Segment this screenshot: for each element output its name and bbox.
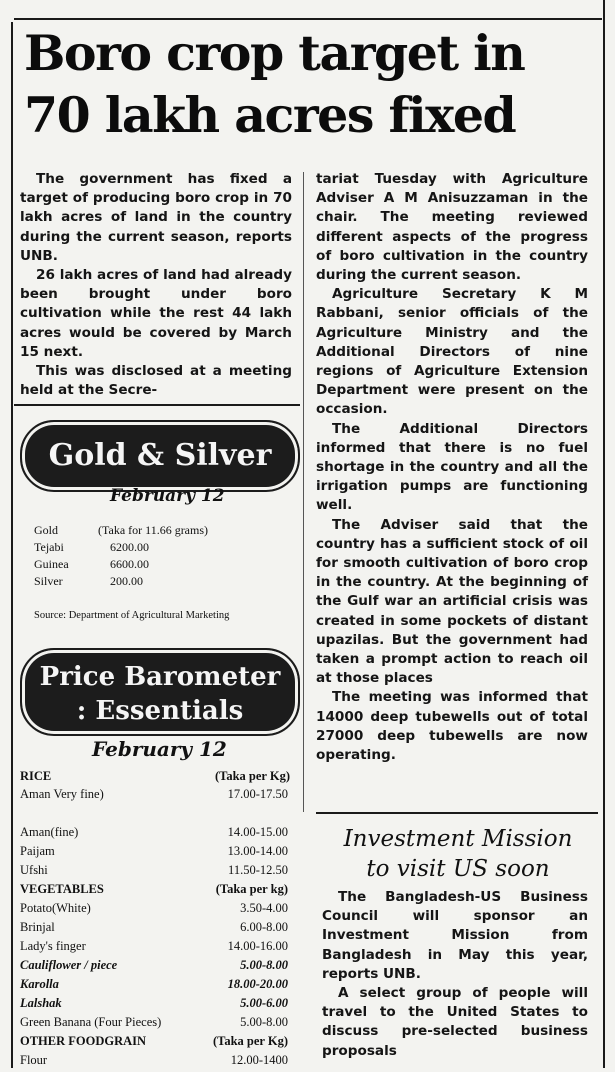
right-border — [603, 0, 605, 1068]
price-item: Paijam — [20, 844, 55, 858]
vegetables-header-unit: (Taka per kg) — [215, 882, 288, 896]
gold-row-label: Gold — [34, 523, 58, 537]
price-row — [20, 901, 300, 920]
price-value: 3.50-4.00 — [240, 901, 288, 915]
price-row — [20, 825, 300, 844]
story-paragraph: A select group of people will travel to the United States to discuss pre-selected business proposals — [322, 985, 588, 1059]
vegetables-header — [20, 882, 300, 901]
price-barometer-date: February 12 — [92, 737, 227, 761]
price-value: 18.00-20.00 — [227, 977, 288, 991]
price-item: Green Banana (Four Pieces) — [20, 1015, 162, 1029]
price-row — [20, 920, 300, 939]
section-rule — [14, 404, 300, 406]
price-value: 11.50-12.50 — [228, 863, 288, 877]
silver-label: Silver — [34, 574, 63, 588]
price-row — [20, 958, 300, 977]
price-item: Flour — [20, 1053, 48, 1067]
price-value: 13.00-14.00 — [227, 844, 288, 858]
price-item: Brinjal — [20, 920, 55, 934]
rice-header-label: RICE — [20, 769, 52, 783]
guinea-label: Guinea — [34, 557, 69, 571]
foodgrain-header — [20, 1034, 300, 1053]
price-value: 14.00-16.00 — [227, 939, 288, 953]
price-row — [20, 863, 300, 882]
price-row — [20, 996, 300, 1015]
tejabi-value: 6200.00 — [110, 540, 149, 554]
story-paragraph: The meeting was informed that 14000 deep tubewells out of total 27000 deep tubewells are now operating. — [316, 689, 588, 764]
story-paragraph: The Bangladesh-US Business Council will sponsor an Investment Mission from Bangladesh in May this year, reports UNB. — [322, 889, 588, 982]
price-value: 5.00-8.00 — [240, 958, 288, 972]
price-value: 17.00-17.50 — [227, 787, 288, 801]
price-row — [20, 787, 300, 806]
rice-header-unit: (Taka per Kg) — [214, 769, 290, 783]
price-value: 14.00-15.00 — [227, 825, 288, 839]
foodgrain-header-label: OTHER FOODGRAIN — [20, 1034, 147, 1048]
gold-silver-source: Source: Department of Agricultural Marketing — [34, 610, 230, 621]
price-value: 12.00-1400 — [230, 1053, 288, 1067]
column-divider — [303, 172, 304, 812]
price-item: Aman Very fine) — [20, 787, 104, 801]
rice-header — [20, 769, 300, 788]
silver-value: 200.00 — [110, 574, 143, 588]
investment-title-1: Investment Mission — [343, 826, 573, 852]
investment-title-2: to visit US soon — [366, 856, 550, 882]
story-left-column — [20, 170, 292, 400]
story-paragraph: Agriculture Secretary K M Rabbani, senior officials of the Agriculture Ministry and the Additional Directors of nine regions of Agriculture Extension Department were present on the occasion. — [316, 286, 588, 418]
headline — [24, 22, 596, 146]
investment-top-rule — [316, 812, 598, 814]
price-row — [20, 1015, 300, 1034]
price-row — [20, 939, 300, 958]
headline-line-2: 70 lakh acres fixed — [24, 86, 516, 144]
price-barometer-title-2: : Essentials — [76, 696, 244, 726]
investment-headline — [320, 824, 596, 884]
left-border — [11, 22, 13, 1068]
headline-line-1: Boro crop target in — [24, 24, 525, 82]
price-item: Karolla — [20, 977, 59, 991]
price-value: 5.00-6.00 — [240, 996, 288, 1010]
vegetables-header-label: VEGETABLES — [20, 882, 104, 896]
investment-story — [322, 888, 588, 1061]
foodgrain-header-unit: (Taka per Kg) — [212, 1034, 288, 1048]
story-paragraph: This was disclosed at a meeting held at the Secre- — [20, 363, 292, 399]
price-row — [20, 844, 300, 863]
story-right-column — [316, 170, 588, 765]
price-item: Aman(fine) — [20, 825, 79, 839]
tejabi-label: Tejabi — [34, 540, 64, 554]
price-item: Potato(White) — [20, 901, 91, 915]
price-barometer-banner — [20, 648, 300, 736]
story-paragraph: tariat Tuesday with Agriculture Adviser A M Anisuzzaman in the chair. The meeting reviewed different aspects of the progress of boro cultivation in the country during the current season. — [316, 171, 588, 284]
price-row — [20, 977, 300, 996]
guinea-value: 6600.00 — [110, 557, 149, 571]
price-barometer-title-1: Price Barometer — [39, 662, 281, 692]
story-paragraph: 26 lakh acres of land had already been brought under boro cultivation while the rest 44 lakh acres would be covered by March 15 next. — [20, 267, 292, 360]
price-item: Lady's finger — [20, 939, 86, 953]
price-value: 6.00-8.00 — [240, 920, 288, 934]
price-item: Lalshak — [20, 996, 62, 1010]
top-rule — [14, 18, 602, 20]
gold-silver-banner: Gold & Silver — [20, 420, 300, 492]
price-item: Ufshi — [20, 863, 48, 877]
story-paragraph: The government has fixed a target of producing boro crop in 70 lakh acres of land in the country during the current season, reports UNB. — [20, 171, 292, 264]
story-paragraph: The Additional Directors informed that there is no fuel shortage in the country and all the irrigation pumps are functioning well. — [316, 420, 588, 514]
gold-silver-date: February 12 — [110, 486, 225, 506]
price-value: 5.00-8.00 — [240, 1015, 288, 1029]
price-row — [20, 1053, 300, 1072]
story-paragraph: The Adviser said that the country has a sufficient stock of oil for smooth cultivation of boro crop in the country. At the beginning of the Gulf war an artificial crisis was created in some pockets of distant upazilas. But the government had taken a prompt action to reach oil at those places — [316, 516, 588, 687]
price-item: Cauliflower / piece — [20, 958, 118, 972]
gold-row-value: (Taka for 11.66 grams) — [98, 523, 209, 537]
